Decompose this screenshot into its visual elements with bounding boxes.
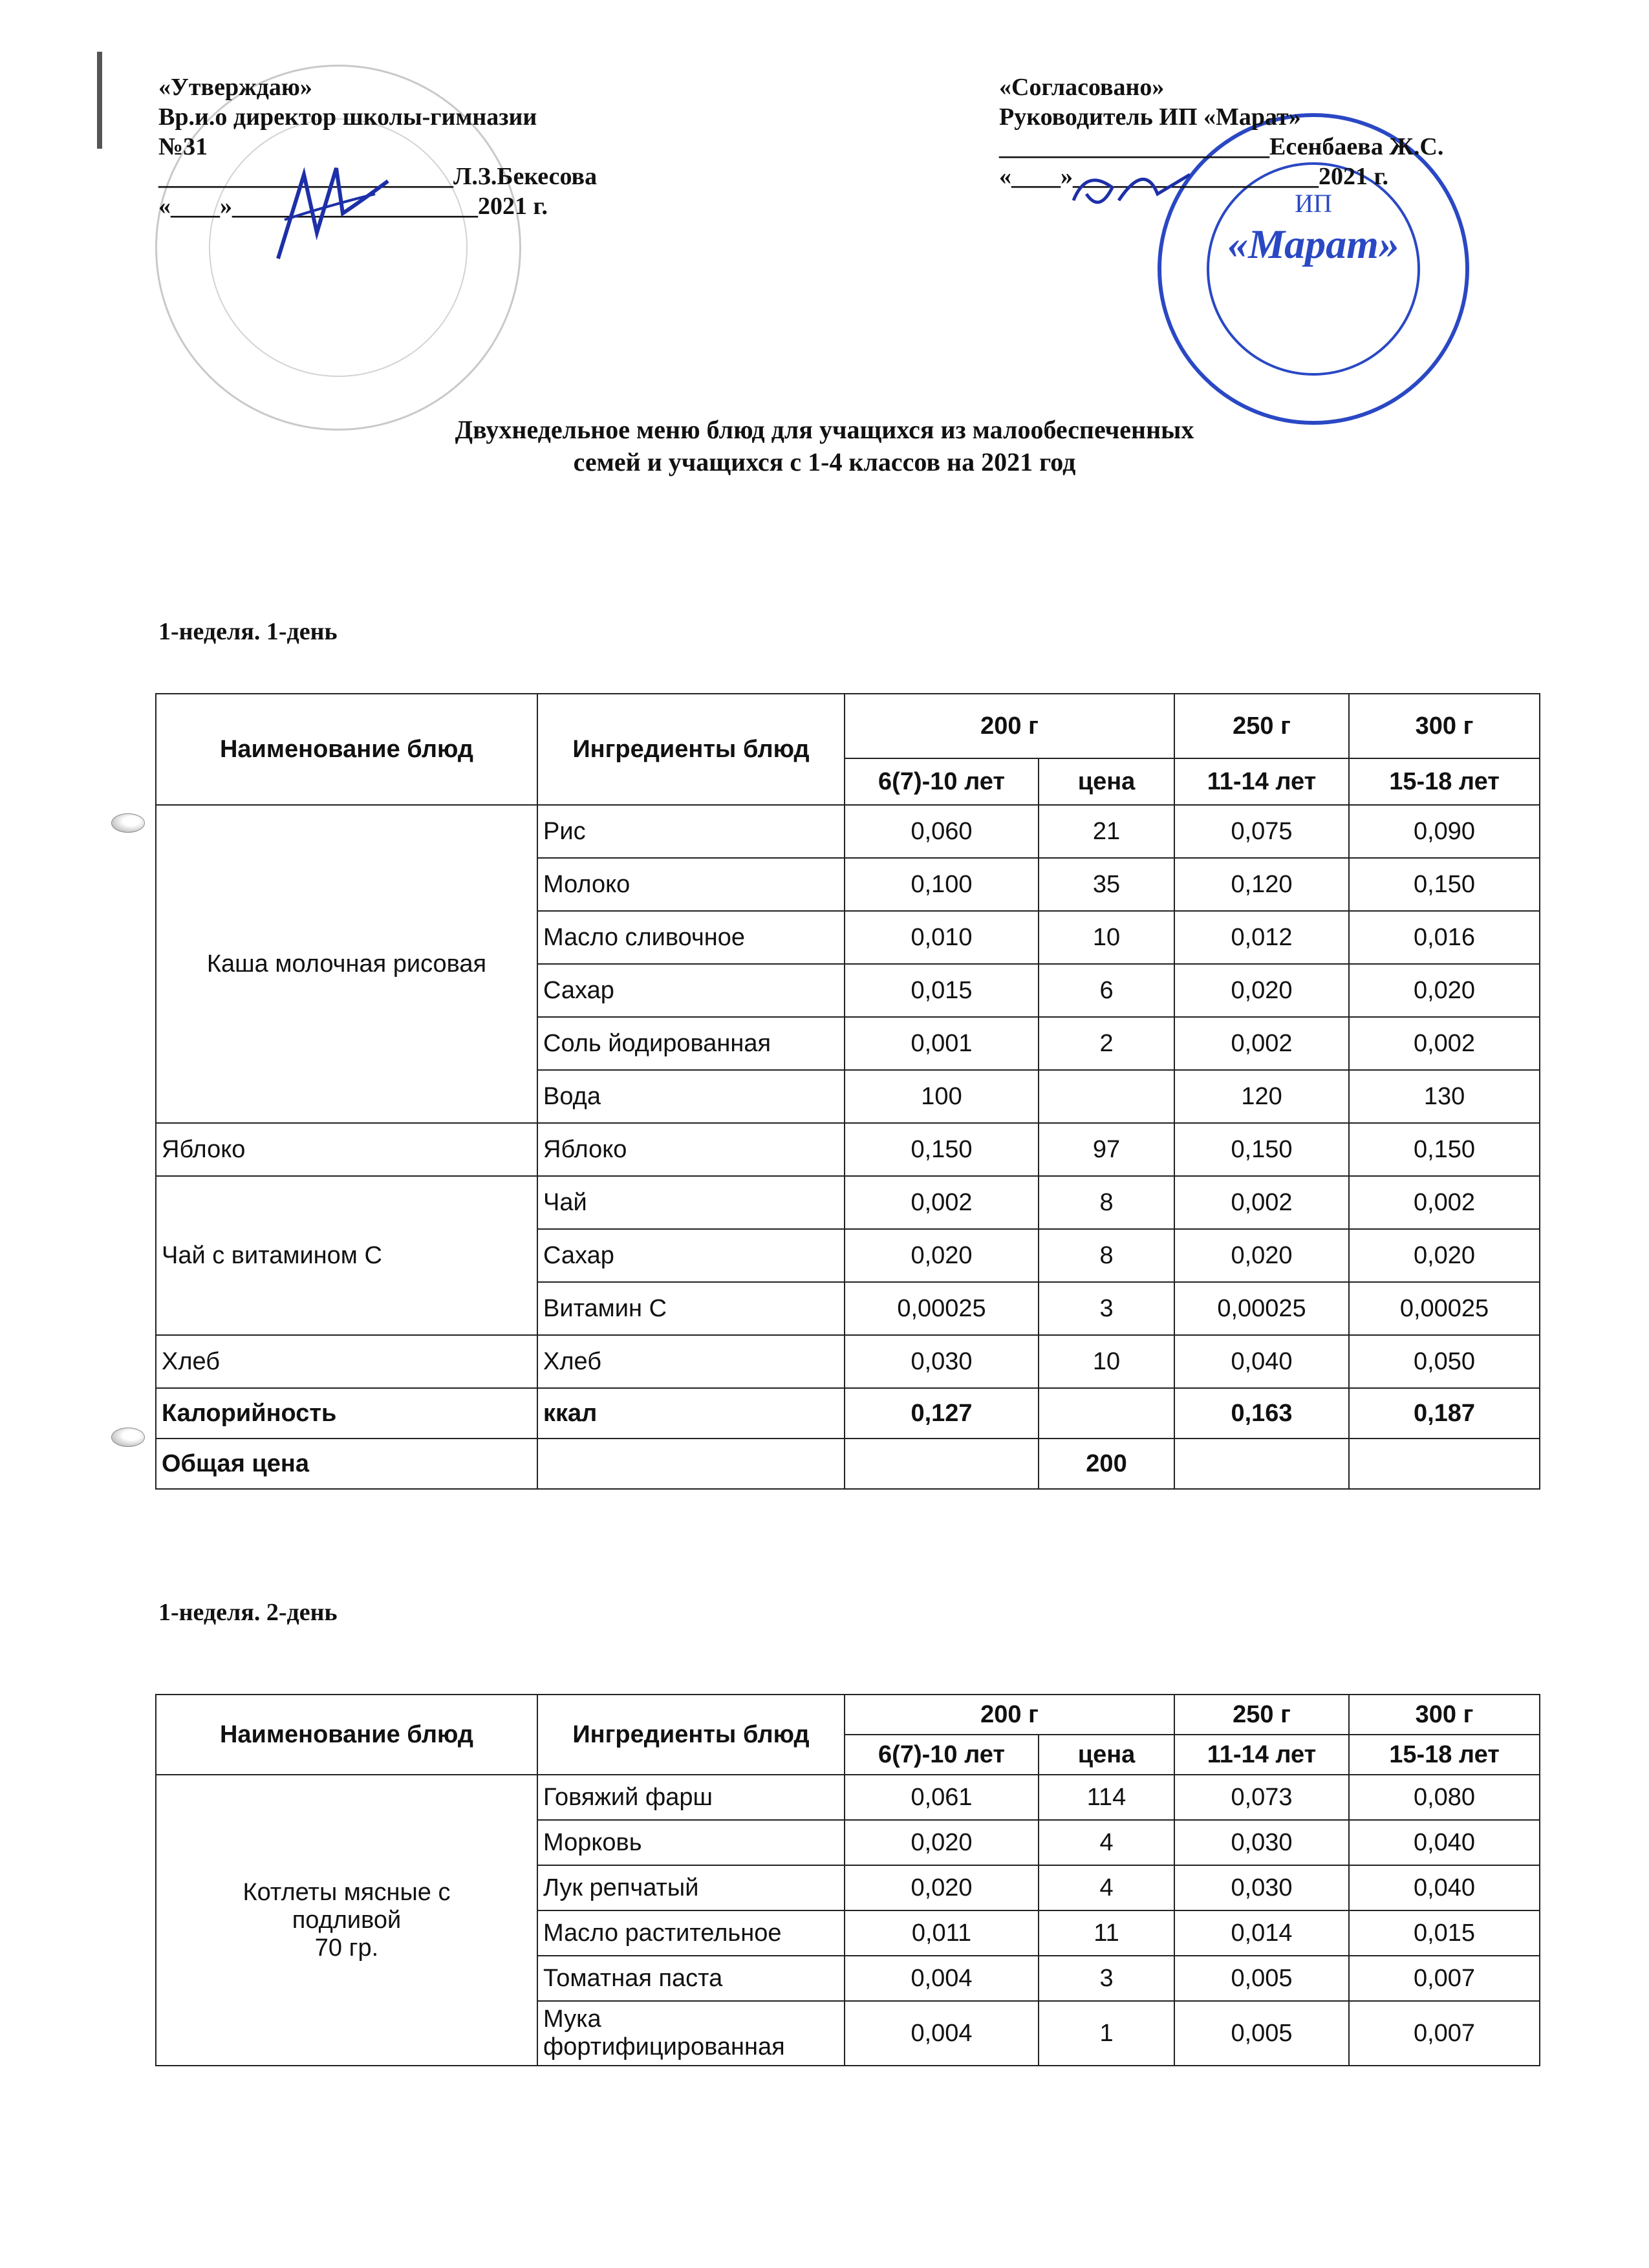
punch-hole — [111, 1428, 145, 1447]
punch-hole — [111, 813, 145, 833]
price: 2 — [1039, 1017, 1174, 1070]
qty-15-18: 0,020 — [1349, 964, 1540, 1017]
header-price: цена — [1039, 1735, 1174, 1775]
stamp-ip-text: ИП — [1295, 189, 1332, 218]
qty-6-10: 0,020 — [845, 1229, 1039, 1282]
calories-15-18: 0,187 — [1349, 1388, 1540, 1439]
header-dish: Наименование блюд — [156, 694, 537, 805]
qty-6-10: 0,030 — [845, 1335, 1039, 1388]
ingredient: Рис — [537, 805, 845, 858]
title-line-2: семей и учащихся с 1-4 классов на 2021 год — [573, 447, 1076, 476]
qty-11-14: 0,012 — [1174, 911, 1349, 964]
price: 35 — [1039, 858, 1174, 911]
qty-15-18: 0,002 — [1349, 1017, 1540, 1070]
qty-15-18: 0,150 — [1349, 858, 1540, 911]
qty-15-18: 0,040 — [1349, 1865, 1540, 1910]
dish-name: Яблоко — [156, 1123, 537, 1176]
table-row — [156, 1335, 1540, 1388]
table-row — [156, 1176, 1540, 1229]
table-row — [156, 1775, 1540, 1820]
ingredient: Масло растительное — [537, 1910, 845, 1956]
header-200g: 200 г — [845, 694, 1174, 758]
director-signature — [265, 155, 394, 272]
qty-11-14: 0,005 — [1174, 2001, 1349, 2066]
qty-15-18: 0,040 — [1349, 1820, 1540, 1865]
qty-6-10: 0,015 — [845, 964, 1039, 1017]
ingredient: Витамин С — [537, 1282, 845, 1335]
day2-label: 1-неделя. 2-день — [158, 1599, 338, 1626]
price: 10 — [1039, 911, 1174, 964]
qty-15-18: 0,015 — [1349, 1910, 1540, 1956]
total-empty — [537, 1439, 845, 1489]
qty-6-10: 0,001 — [845, 1017, 1039, 1070]
dish-name-line-2: подливой — [292, 1906, 402, 1934]
title-line-1: Двухнедельное меню блюд для учащихся из малообеспеченных — [455, 415, 1194, 444]
ingredient: Вода — [537, 1070, 845, 1123]
ingredient: Мука фортифицированная — [537, 2001, 845, 2066]
dish-name: Чай с витамином С — [156, 1176, 537, 1335]
qty-15-18: 0,007 — [1349, 2001, 1540, 2066]
qty-11-14: 0,075 — [1174, 805, 1349, 858]
header-age-15-18: 15-18 лет — [1349, 1735, 1540, 1775]
qty-15-18: 0,080 — [1349, 1775, 1540, 1820]
qty-6-10: 0,004 — [845, 1956, 1039, 2001]
ingredient: Чай — [537, 1176, 845, 1229]
price: 8 — [1039, 1229, 1174, 1282]
ingredient: Молоко — [537, 858, 845, 911]
agreement-title: «Согласовано» — [999, 74, 1165, 101]
qty-15-18: 0,00025 — [1349, 1282, 1540, 1335]
approval-date-line: «____»____________________2021 г. — [158, 193, 548, 220]
qty-15-18: 0,150 — [1349, 1123, 1540, 1176]
dish-name-line-1: Котлеты мясные с — [242, 1878, 451, 1906]
price: 97 — [1039, 1123, 1174, 1176]
price: 4 — [1039, 1820, 1174, 1865]
qty-6-10: 0,060 — [845, 805, 1039, 858]
total-empty — [1174, 1439, 1349, 1489]
price: 114 — [1039, 1775, 1174, 1820]
stamp-name-text: «Марат» — [1227, 221, 1399, 267]
qty-15-18: 0,016 — [1349, 911, 1540, 964]
header-300g: 300 г — [1349, 694, 1540, 758]
qty-6-10: 0,020 — [845, 1820, 1039, 1865]
qty-11-14: 0,030 — [1174, 1820, 1349, 1865]
total-price-row — [156, 1439, 1540, 1489]
qty-6-10: 0,011 — [845, 1910, 1039, 1956]
qty-6-10: 0,010 — [845, 911, 1039, 964]
header-age-6-10: 6(7)-10 лет — [845, 758, 1039, 805]
calories-label: Калорийность — [156, 1388, 537, 1439]
header-price: цена — [1039, 758, 1174, 805]
header-250g: 250 г — [1174, 1695, 1349, 1735]
header-300g: 300 г — [1349, 1695, 1540, 1735]
table-row — [156, 805, 1540, 858]
qty-11-14: 0,120 — [1174, 858, 1349, 911]
approval-position: Вр.и.о директор школы-гимназии — [158, 103, 537, 131]
qty-6-10: 100 — [845, 1070, 1039, 1123]
price: 10 — [1039, 1335, 1174, 1388]
price — [1039, 1070, 1174, 1123]
qty-11-14: 0,150 — [1174, 1123, 1349, 1176]
dish-weight: 70 гр. — [314, 1934, 379, 1962]
qty-11-14: 0,020 — [1174, 1229, 1349, 1282]
header-age-15-18: 15-18 лет — [1349, 758, 1540, 805]
dish-name: Каша молочная рисовая — [156, 805, 537, 1123]
agreement-signature-line: ______________________Есенбаева Ж.С. — [999, 133, 1444, 160]
price: 3 — [1039, 1956, 1174, 2001]
scan-edge-mark — [97, 52, 102, 149]
ingredient: Хлеб — [537, 1335, 845, 1388]
approval-school-number: №31 — [158, 133, 208, 160]
qty-11-14: 0,002 — [1174, 1176, 1349, 1229]
dish-name — [156, 1775, 537, 2066]
ingredient: Лук репчатый — [537, 1865, 845, 1910]
price: 4 — [1039, 1865, 1174, 1910]
calories-11-14: 0,163 — [1174, 1388, 1349, 1439]
document-title — [0, 414, 1649, 478]
ingredient: Сахар — [537, 964, 845, 1017]
qty-6-10: 0,100 — [845, 858, 1039, 911]
price: 3 — [1039, 1282, 1174, 1335]
qty-11-14: 0,030 — [1174, 1865, 1349, 1910]
calories-row — [156, 1388, 1540, 1439]
header-250g: 250 г — [1174, 694, 1349, 758]
approval-signature-line: ________________________Л.З.Бекесова — [158, 163, 598, 190]
calories-price — [1039, 1388, 1174, 1439]
qty-15-18: 0,007 — [1349, 1956, 1540, 2001]
qty-11-14: 0,005 — [1174, 1956, 1349, 2001]
qty-11-14: 0,040 — [1174, 1335, 1349, 1388]
price: 11 — [1039, 1910, 1174, 1956]
qty-15-18: 0,090 — [1349, 805, 1540, 858]
price: 8 — [1039, 1176, 1174, 1229]
calories-6-10: 0,127 — [845, 1388, 1039, 1439]
ingredient: Яблоко — [537, 1123, 845, 1176]
total-price-value: 200 — [1039, 1439, 1174, 1489]
qty-6-10: 0,004 — [845, 2001, 1039, 2066]
price: 1 — [1039, 2001, 1174, 2066]
qty-6-10: 0,061 — [845, 1775, 1039, 1820]
calories-unit: ккал — [537, 1388, 845, 1439]
header-dish: Наименование блюд — [156, 1695, 537, 1775]
dish-name: Хлеб — [156, 1335, 537, 1388]
qty-15-18: 0,050 — [1349, 1335, 1540, 1388]
qty-6-10: 0,150 — [845, 1123, 1039, 1176]
day1-menu-table — [155, 693, 1540, 1490]
qty-11-14: 0,002 — [1174, 1017, 1349, 1070]
ingredient: Сахар — [537, 1229, 845, 1282]
qty-11-14: 0,00025 — [1174, 1282, 1349, 1335]
agreement-date-line: «____»____________________2021 г. — [999, 163, 1388, 190]
ingredient: Соль йодированная — [537, 1017, 845, 1070]
total-empty — [845, 1439, 1039, 1489]
qty-11-14: 120 — [1174, 1070, 1349, 1123]
qty-6-10: 0,002 — [845, 1176, 1039, 1229]
header-age-6-10: 6(7)-10 лет — [845, 1735, 1039, 1775]
qty-15-18: 130 — [1349, 1070, 1540, 1123]
price: 6 — [1039, 964, 1174, 1017]
day1-label: 1-неделя. 1-день — [158, 618, 338, 645]
header-age-11-14: 11-14 лет — [1174, 758, 1349, 805]
qty-15-18: 0,020 — [1349, 1229, 1540, 1282]
total-empty — [1349, 1439, 1540, 1489]
total-price-label: Общая цена — [156, 1439, 537, 1489]
qty-11-14: 0,014 — [1174, 1910, 1349, 1956]
header-200g: 200 г — [845, 1695, 1174, 1735]
agreement-position: Руководитель ИП «Марат» — [999, 103, 1301, 131]
table-row — [156, 1123, 1540, 1176]
header-age-11-14: 11-14 лет — [1174, 1735, 1349, 1775]
price: 21 — [1039, 805, 1174, 858]
ingredient: Масло сливочное — [537, 911, 845, 964]
qty-11-14: 0,073 — [1174, 1775, 1349, 1820]
qty-15-18: 0,002 — [1349, 1176, 1540, 1229]
approval-title: «Утверждаю» — [158, 74, 312, 101]
ingredient: Морковь — [537, 1820, 845, 1865]
qty-11-14: 0,020 — [1174, 964, 1349, 1017]
ingredient: Говяжий фарш — [537, 1775, 845, 1820]
day2-menu-table — [155, 1694, 1540, 2066]
qty-6-10: 0,00025 — [845, 1282, 1039, 1335]
manager-signature — [1061, 162, 1216, 220]
header-ingredients: Ингредиенты блюд — [537, 694, 845, 805]
qty-6-10: 0,020 — [845, 1865, 1039, 1910]
header-ingredients: Ингредиенты блюд — [537, 1695, 845, 1775]
ingredient: Томатная паста — [537, 1956, 845, 2001]
